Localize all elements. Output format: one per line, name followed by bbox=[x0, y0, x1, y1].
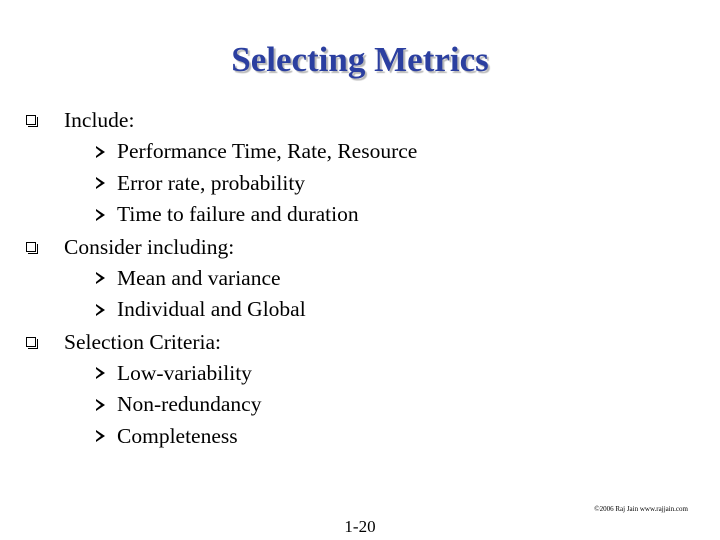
copyright-notice: ©2006 Raj Jain www.rajjain.com bbox=[594, 505, 688, 513]
section-heading bbox=[26, 104, 686, 136]
arrowhead-bullet-icon bbox=[96, 272, 105, 284]
section-heading bbox=[26, 231, 686, 263]
page-number: 1-20 bbox=[344, 517, 376, 536]
arrowhead-bullet-icon bbox=[96, 430, 105, 442]
square-bullet-icon bbox=[26, 337, 36, 347]
bullet-list bbox=[26, 104, 686, 452]
list-item-label: Error rate, probability bbox=[117, 170, 306, 195]
list-item bbox=[26, 199, 686, 231]
list-item bbox=[26, 168, 686, 200]
list-item bbox=[26, 263, 686, 295]
list-item bbox=[26, 294, 686, 326]
square-bullet-icon bbox=[26, 115, 36, 125]
list-item-label: Completeness bbox=[117, 423, 238, 448]
list-item-label: Low-variability bbox=[117, 360, 252, 385]
section-heading-label: Include: bbox=[64, 108, 135, 132]
arrowhead-bullet-icon bbox=[96, 209, 105, 221]
arrowhead-bullet-icon bbox=[96, 146, 105, 158]
section-heading bbox=[26, 326, 686, 358]
slide-title: Selecting Metrics bbox=[231, 40, 489, 79]
list-item bbox=[26, 389, 686, 421]
list-item bbox=[26, 421, 686, 453]
list-item-label: Mean and variance bbox=[117, 265, 281, 290]
list-item-label: Performance Time, Rate, Resource bbox=[117, 139, 418, 163]
list-item bbox=[26, 358, 686, 390]
list-item-label: Individual and Global bbox=[117, 297, 306, 321]
arrowhead-bullet-icon bbox=[96, 399, 105, 411]
section-heading-label: Consider including: bbox=[64, 234, 235, 259]
square-bullet-icon bbox=[26, 242, 36, 252]
section-heading-label: Selection Criteria: bbox=[64, 329, 222, 354]
arrowhead-bullet-icon bbox=[96, 177, 105, 189]
list-item-label: Time to failure and duration bbox=[117, 202, 359, 226]
arrowhead-bullet-icon bbox=[96, 304, 105, 316]
arrowhead-bullet-icon bbox=[96, 367, 105, 379]
list-item bbox=[26, 136, 686, 168]
list-item-label: Non-redundancy bbox=[117, 392, 262, 416]
